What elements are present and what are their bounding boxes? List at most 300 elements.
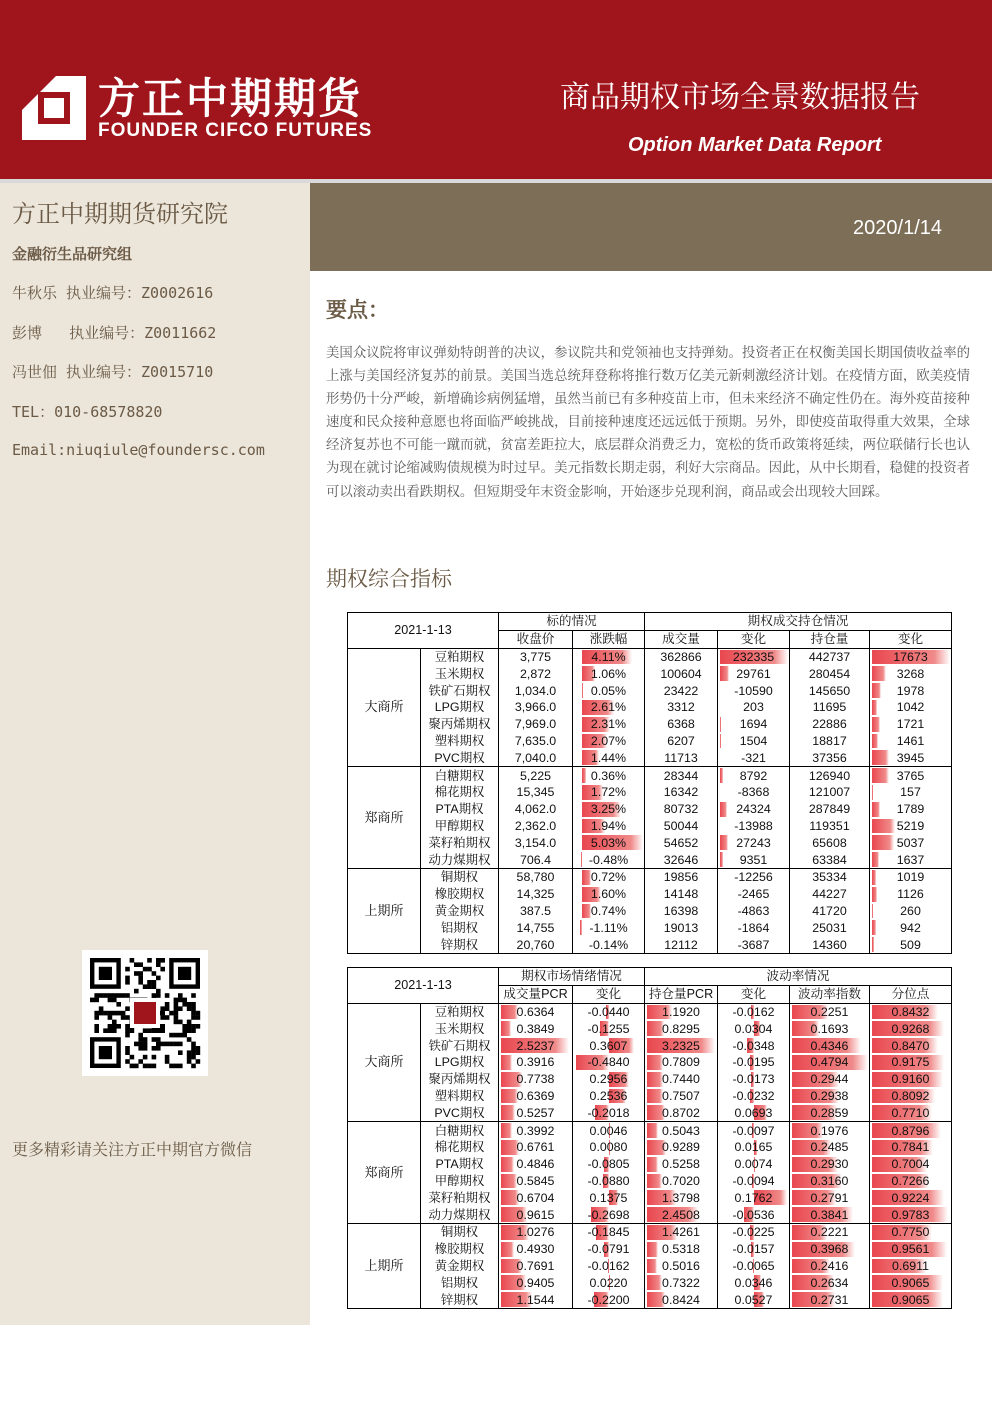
data-bar [647, 1123, 658, 1138]
exchange-name: 大商所 [348, 648, 421, 767]
cell-value: 32646 [645, 851, 718, 868]
product-name: 动力煤期权 [421, 851, 499, 868]
cell-value: 157 [900, 785, 921, 800]
cell-value: -0.2200 [587, 1292, 630, 1307]
column-header: 成交量 [645, 630, 718, 648]
cell-value: 0.7020 [662, 1173, 700, 1188]
table-row [348, 1156, 952, 1173]
cell-value: 0.8424 [662, 1292, 700, 1307]
cell-value: 22886 [790, 716, 870, 733]
product-name: PTA期权 [421, 801, 499, 818]
table-row [348, 1054, 952, 1071]
product-name: 铝期权 [421, 1274, 499, 1291]
cell-value: 0.2944 [810, 1072, 849, 1087]
data-bar [872, 683, 881, 698]
key-points-title: 要点： [326, 298, 389, 322]
cell-value: 0.9065 [891, 1292, 930, 1307]
cell-value: -0.1255 [587, 1021, 630, 1036]
cell-value: 0.3849 [516, 1021, 555, 1036]
cell-value: 1.06% [590, 666, 627, 681]
data-bar [872, 852, 879, 867]
group-header: 波动率情况 [645, 968, 952, 986]
cell-value: 0.0220 [589, 1275, 628, 1290]
cell-value: 0.2221 [810, 1225, 849, 1240]
cell-value: 0.2536 [589, 1088, 628, 1103]
cell-value: -0.2698 [587, 1207, 630, 1222]
cell-value: -1.11% [589, 920, 628, 935]
cell-value: 0.9783 [891, 1207, 930, 1222]
cell-value: -1864 [737, 920, 770, 935]
cell-value: 0.1976 [810, 1123, 849, 1138]
data-bar [720, 768, 723, 783]
cell-value: 0.7691 [516, 1258, 555, 1273]
data-bar [580, 920, 582, 935]
cell-value: 0.2731 [810, 1292, 849, 1307]
table-row [348, 1206, 952, 1223]
cell-value: 0.8295 [662, 1021, 700, 1036]
product-name: 铁矿石期权 [421, 1037, 499, 1054]
cell-value: 0.7841 [891, 1140, 930, 1155]
brand-name-cn: 方正中期期货 [98, 74, 363, 123]
cell-value: 1461 [896, 733, 925, 748]
column-header: 变化 [870, 630, 952, 648]
cell-value: -0.2018 [587, 1105, 630, 1120]
cell-value: 442737 [790, 648, 870, 665]
product-name: LPG期权 [421, 699, 499, 716]
cell-value: 232335 [732, 649, 775, 664]
cell-value: 0.3607 [589, 1038, 628, 1053]
data-bar [872, 785, 873, 800]
data-bar [872, 802, 880, 817]
data-bar [720, 666, 729, 681]
follow-wechat-text: 更多精彩请关注方正中期官方微信 [12, 1140, 253, 1159]
table-row [348, 1020, 952, 1037]
cell-value: 1.1920 [662, 1004, 700, 1019]
cell-value: 0.9268 [891, 1021, 930, 1036]
cell-value: 2.31% [590, 717, 627, 732]
data-bar [720, 852, 723, 867]
table-row [348, 1122, 952, 1139]
data-bar [582, 683, 583, 698]
cell-value: 3,154.0 [499, 834, 573, 851]
cell-value: 0.9175 [891, 1055, 930, 1070]
data-bar [720, 802, 727, 817]
cell-value: 0.7322 [662, 1275, 700, 1290]
column-header: 波动率指数 [790, 985, 870, 1003]
exchange-name: 上期所 [348, 1223, 421, 1308]
cell-value: 1,034.0 [499, 682, 573, 699]
cell-value: -0.1845 [587, 1225, 630, 1240]
table-row [348, 784, 952, 801]
table-row [348, 767, 952, 784]
product-name: 菜籽粕期权 [421, 1189, 499, 1206]
cell-value: 706.4 [499, 851, 573, 868]
product-name: 塑料期权 [421, 1088, 499, 1105]
cell-value: 0.7738 [516, 1072, 555, 1087]
data-bar [872, 835, 894, 850]
product-name: 铁矿石期权 [421, 682, 499, 699]
table-row [348, 1223, 952, 1240]
table-row [348, 682, 952, 699]
data-bar [501, 1157, 514, 1172]
column-header: 涨跌幅 [573, 630, 645, 648]
data-bar [647, 1242, 658, 1257]
table-row [348, 903, 952, 920]
product-name: 玉米期权 [421, 1020, 499, 1037]
cell-value: 23422 [645, 682, 718, 699]
cell-value: 0.2416 [810, 1258, 849, 1273]
cell-value: 16398 [645, 903, 718, 920]
cell-value: 14148 [645, 886, 718, 903]
cell-value: 7,635.0 [499, 733, 573, 750]
cell-value: 5,225 [499, 767, 573, 784]
founder-logo-icon [22, 76, 86, 140]
cell-value: 0.7266 [891, 1173, 930, 1188]
data-bar [582, 870, 591, 885]
table-row [348, 1173, 952, 1190]
cell-value: 0.2938 [810, 1088, 849, 1103]
cell-value: 1978 [896, 683, 925, 698]
cell-value: 14,755 [499, 919, 573, 936]
data-bar [647, 1089, 663, 1104]
contact-phone: TEL：010-68578820 [12, 403, 163, 421]
product-name: 豆粕期权 [421, 648, 499, 665]
data-bar [647, 1174, 662, 1189]
cell-value: 0.0074 [734, 1157, 773, 1172]
cell-value: 29761 [736, 666, 771, 681]
cell-value: 9351 [739, 852, 768, 867]
cell-value: 18817 [790, 733, 870, 750]
column-header: 分位点 [870, 985, 952, 1003]
product-name: LPG期权 [421, 1054, 499, 1071]
cell-value: 0.5258 [662, 1157, 700, 1172]
cell-value: 0.0693 [734, 1105, 773, 1120]
cell-value: -0.0805 [587, 1157, 630, 1172]
data-bar [501, 1089, 518, 1104]
product-name: 黄金期权 [421, 903, 499, 920]
cell-value: 3765 [896, 768, 925, 783]
cell-value: 119351 [790, 818, 870, 835]
product-name: 聚丙烯期权 [421, 716, 499, 733]
cell-value: 0.3992 [516, 1123, 555, 1138]
cell-value: 63384 [790, 851, 870, 868]
data-bar [501, 1021, 511, 1036]
cell-value: 4.11% [591, 649, 626, 664]
product-name: 橡胶期权 [421, 1241, 499, 1258]
contact-line: 彭博 执业编号：Z0011662 [12, 324, 217, 342]
cell-value: 126940 [790, 767, 870, 784]
cell-value: 0.2956 [589, 1072, 628, 1087]
cell-value: -10590 [734, 683, 773, 698]
cell-value: -0.0097 [732, 1123, 775, 1138]
cell-value: 11695 [790, 699, 870, 716]
exchange-name: 大商所 [348, 1003, 421, 1122]
cell-value: 11713 [645, 749, 718, 766]
data-bar [501, 1105, 515, 1120]
cell-value: 12112 [645, 936, 718, 953]
cell-value: 0.5318 [662, 1242, 700, 1257]
data-bar [872, 734, 878, 749]
cell-value: 0.2485 [810, 1140, 849, 1155]
cell-value: 0.6761 [516, 1140, 555, 1155]
option-sentiment-table [347, 967, 952, 1309]
option-volume-table [347, 612, 952, 954]
cell-value: 0.7004 [891, 1157, 930, 1172]
cell-value: 0.4846 [516, 1157, 555, 1172]
cell-value: -0.0225 [732, 1225, 775, 1240]
cell-value: 203 [743, 700, 764, 715]
data-bar [872, 700, 877, 715]
cell-value: 0.6911 [892, 1258, 929, 1273]
cell-value: 0.9160 [891, 1072, 930, 1087]
table-row [348, 716, 952, 733]
cell-value: 387.5 [499, 903, 573, 920]
cell-value: 362866 [645, 648, 718, 665]
cell-value: 1.0276 [516, 1225, 555, 1240]
cell-value: 2.07% [590, 733, 627, 748]
cell-value: 0.9224 [891, 1190, 930, 1205]
product-name: 甲醇期权 [421, 818, 499, 835]
cell-value: -0.0065 [732, 1258, 775, 1273]
cell-value: 1042 [896, 700, 925, 715]
data-bar [501, 1123, 512, 1138]
cell-value: -0.0162 [587, 1258, 630, 1273]
table-row [348, 699, 952, 716]
product-name: 白糖期权 [421, 767, 499, 784]
cell-value: 3,775 [499, 648, 573, 665]
cell-value: 1.44% [590, 750, 627, 765]
data-bar [581, 852, 582, 867]
date-bar [310, 183, 992, 271]
cell-value: 100604 [645, 665, 718, 682]
data-bar [872, 819, 895, 834]
cell-value: 0.3968 [810, 1242, 849, 1257]
table-row [348, 936, 952, 953]
cell-value: 0.7440 [662, 1072, 700, 1087]
table-date: 2021-1-13 [348, 613, 499, 649]
cell-value: 1721 [896, 717, 925, 732]
cell-value: 0.7750 [891, 1225, 930, 1240]
cell-value: -0.0880 [587, 1173, 630, 1188]
cell-value: 0.8432 [891, 1004, 930, 1019]
cell-value: 0.1762 [734, 1190, 773, 1205]
cell-value: 5.03% [590, 835, 627, 850]
cell-value: 1.60% [590, 887, 627, 902]
institute-name: 方正中期期货研究院 [12, 200, 228, 228]
cell-value: -12256 [734, 870, 773, 885]
cell-value: -0.0791 [587, 1242, 630, 1257]
product-name: 塑料期权 [421, 733, 499, 750]
cell-value: 17673 [893, 649, 928, 664]
cell-value: 41720 [790, 903, 870, 920]
wechat-qr-code [82, 950, 208, 1076]
cell-value: 0.05% [590, 683, 627, 698]
cell-value: -0.14% [588, 937, 629, 952]
table-row [348, 749, 952, 766]
cell-value: 24324 [736, 802, 771, 817]
cell-value: 260 [900, 903, 921, 918]
cell-value: 0.3841 [810, 1207, 849, 1222]
product-name: 甲醇期权 [421, 1173, 499, 1190]
group-name: 金融衍生品研究组 [12, 245, 133, 263]
table-row [348, 1037, 952, 1054]
cell-value: 0.5043 [662, 1123, 700, 1138]
cell-value: 0.9405 [516, 1275, 555, 1290]
data-bar [501, 1242, 514, 1257]
product-name: 锌期权 [421, 936, 499, 953]
cell-value: 1126 [897, 887, 924, 902]
product-name: 铜期权 [421, 868, 499, 885]
cell-value: 0.8796 [891, 1123, 930, 1138]
data-bar [872, 920, 876, 935]
table-row [348, 1189, 952, 1206]
exchange-name: 郑商所 [348, 767, 421, 869]
cell-value: 0.9065 [891, 1275, 930, 1290]
cell-value: 2,872 [499, 665, 573, 682]
cell-value: -0.0162 [732, 1004, 775, 1019]
data-bar [582, 904, 591, 919]
cell-value: 0.1693 [810, 1021, 849, 1036]
data-bar [720, 835, 728, 850]
product-name: 棉花期权 [421, 784, 499, 801]
group-header: 标的情况 [499, 613, 645, 631]
table-row [348, 1258, 952, 1275]
cell-value: 15,345 [499, 784, 573, 801]
cell-value: 0.3160 [810, 1173, 849, 1188]
cell-value: 1.3798 [662, 1190, 700, 1205]
table-row [348, 868, 952, 885]
cell-value: 3945 [896, 750, 925, 765]
cell-value: 0.0080 [589, 1140, 628, 1155]
column-header: 变化 [718, 985, 790, 1003]
table-row [348, 1291, 952, 1308]
column-header: 持仓量PCR [645, 985, 718, 1003]
group-header: 期权市场情绪情况 [499, 968, 645, 986]
cell-value: 19013 [645, 919, 718, 936]
column-header: 变化 [573, 985, 645, 1003]
cell-value: 1.94% [590, 818, 627, 833]
cell-value: 7,040.0 [499, 749, 573, 766]
cell-value: 0.2930 [810, 1157, 849, 1172]
cell-value: 58,780 [499, 868, 573, 885]
data-bar [872, 904, 873, 919]
product-name: 玉米期权 [421, 665, 499, 682]
table-row [348, 1241, 952, 1258]
cell-value: 0.0165 [734, 1140, 773, 1155]
table-row [348, 834, 952, 851]
table-row [348, 1139, 952, 1156]
cell-value: 19856 [645, 868, 718, 885]
data-bar [872, 768, 889, 783]
cell-value: 0.4346 [810, 1038, 849, 1053]
cell-value: 0.2791 [810, 1190, 849, 1205]
cell-value: 280454 [790, 665, 870, 682]
cell-value: -0.0536 [732, 1207, 775, 1222]
cell-value: 2.5237 [516, 1038, 555, 1053]
cell-value: -3687 [737, 937, 770, 952]
report-header [0, 0, 992, 183]
column-header: 变化 [718, 630, 790, 648]
section-title: 期权综合指标 [326, 567, 452, 591]
cell-value: 5219 [896, 818, 925, 833]
cell-value: 0.0046 [589, 1123, 628, 1138]
cell-value: -0.48% [588, 852, 629, 867]
cell-value: -0.4840 [587, 1055, 630, 1070]
cell-value: 3268 [896, 666, 925, 681]
cell-value: 0.6704 [516, 1190, 555, 1205]
brand-name-en: FOUNDER CIFCO FUTURES [98, 120, 373, 141]
cell-value: 1694 [739, 717, 768, 732]
report-title: 商品期权市场全景数据报告 [560, 80, 920, 115]
cell-value: 0.2859 [810, 1105, 849, 1120]
product-name: 动力煤期权 [421, 1206, 499, 1223]
cell-value: 3.2325 [662, 1038, 700, 1053]
cell-value: -0.0157 [732, 1242, 775, 1257]
data-bar [647, 1259, 657, 1274]
cell-value: 0.0304 [734, 1021, 773, 1036]
table-row [348, 648, 952, 665]
cell-value: 1019 [896, 870, 925, 885]
cell-value: 0.2634 [810, 1275, 849, 1290]
product-name: 橡胶期权 [421, 886, 499, 903]
report-date: 2020/1/14 [853, 217, 942, 239]
cell-value: 50044 [645, 818, 718, 835]
data-bar [647, 1055, 663, 1070]
table-row [348, 1071, 952, 1088]
product-name: PTA期权 [421, 1156, 499, 1173]
column-header: 收盘价 [499, 630, 573, 648]
cell-value: 20,760 [499, 936, 573, 953]
cell-value: 0.9615 [516, 1207, 555, 1222]
cell-value: 509 [900, 937, 921, 952]
cell-value: -2465 [737, 887, 770, 902]
cell-value: 0.5016 [662, 1258, 700, 1273]
cell-value: 0.5257 [516, 1105, 555, 1120]
cell-value: 145650 [790, 682, 870, 699]
cell-value: 4,062.0 [499, 801, 573, 818]
column-header: 持仓量 [790, 630, 870, 648]
cell-value: -0.0232 [732, 1088, 775, 1103]
table-row [348, 851, 952, 868]
cell-value: 0.36% [590, 768, 627, 783]
data-bar [872, 666, 886, 681]
cell-value: 6368 [645, 716, 718, 733]
cell-value: 3312 [645, 699, 718, 716]
cell-value: 16342 [645, 784, 718, 801]
cell-value: 3,966.0 [499, 699, 573, 716]
group-header: 期权成交持仓情况 [645, 613, 952, 631]
table-row [348, 665, 952, 682]
product-name: 铜期权 [421, 1223, 499, 1240]
product-name: 黄金期权 [421, 1258, 499, 1275]
cell-value: -8368 [737, 785, 770, 800]
data-bar [872, 717, 880, 732]
contact-line: 牛秋乐 执业编号：Z0002616 [12, 284, 214, 302]
cell-value: 1.4261 [662, 1225, 700, 1240]
cell-value: 0.9289 [662, 1140, 700, 1155]
table-row [348, 886, 952, 903]
cell-value: -0.0195 [732, 1055, 775, 1070]
cell-value: 25031 [790, 919, 870, 936]
cell-value: 0.5845 [516, 1173, 555, 1188]
product-name: 聚丙烯期权 [421, 1071, 499, 1088]
cell-value: 0.4794 [810, 1055, 849, 1070]
cell-value: 6207 [645, 733, 718, 750]
cell-value: -321 [741, 750, 766, 765]
product-name: 锌期权 [421, 1291, 499, 1308]
cell-value: 0.7809 [662, 1055, 700, 1070]
data-bar [872, 937, 874, 952]
